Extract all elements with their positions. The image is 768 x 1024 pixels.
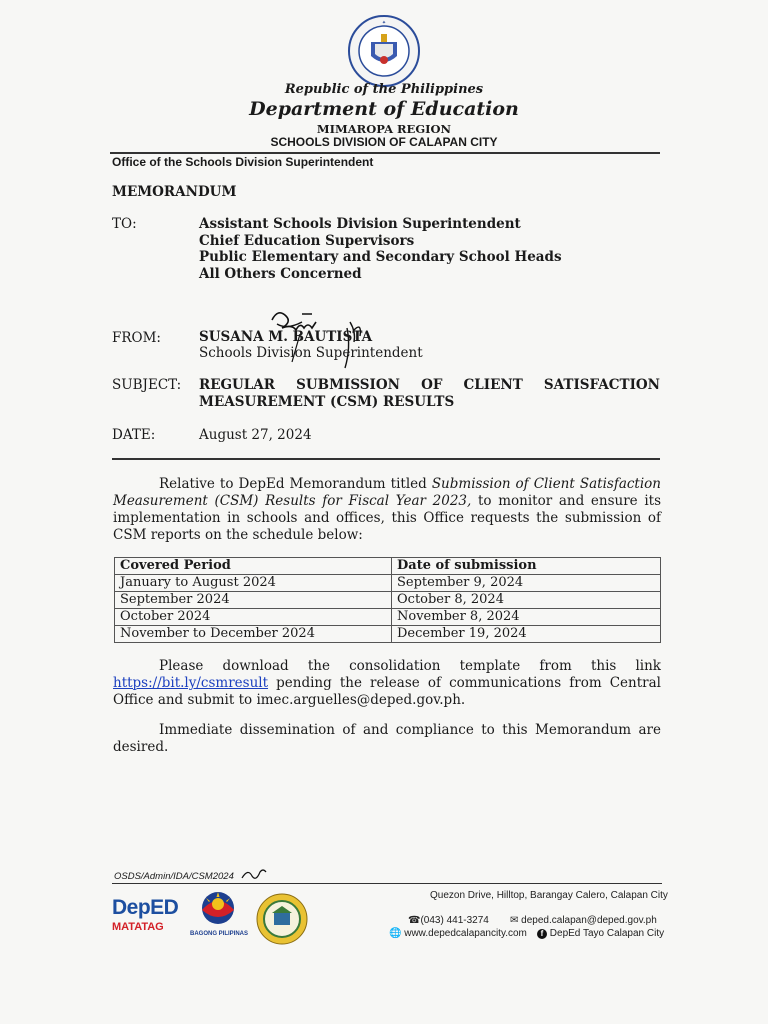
recipient: Chief Education Supervisors <box>199 232 415 249</box>
website-url: www.depedcalapancity.com <box>404 928 527 939</box>
deped-logo-text: DepED <box>112 896 179 919</box>
paragraph-2 <box>113 658 661 709</box>
bagong-pilipinas-logo <box>190 888 246 932</box>
phone-icon: ☎ <box>408 915 421 926</box>
paragraph-3 <box>113 722 661 756</box>
email-icon: ✉ <box>510 915 519 926</box>
table-cell: September 9, 2024 <box>392 575 661 592</box>
p2-text-b: pending the release of communications from Central Office and submit to imec.arguelles@deped.gov.ph. <box>113 675 661 708</box>
header-divider <box>110 152 660 154</box>
division-heading: SCHOOLS DIVISION OF CALAPAN CITY <box>270 135 498 149</box>
republic-heading: Republic of the Philippines <box>284 82 484 97</box>
footer-address: Quezon Drive, Hilltop, Barangay Calero, Calapan City <box>430 890 668 901</box>
paragraph-1 <box>113 476 661 544</box>
to-label: TO: <box>112 216 137 232</box>
table-cell: December 19, 2024 <box>392 626 661 643</box>
table-header: Covered Period <box>115 558 392 575</box>
reference-code: OSDS/Admin/IDA/CSM2024 <box>114 871 234 882</box>
facebook-icon: f <box>537 929 547 939</box>
p1-text-a: Relative to DepEd Memorandum titled <box>159 476 432 492</box>
table-cell: November to December 2024 <box>115 626 392 643</box>
recipient: Assistant Schools Division Superintendent <box>199 216 521 232</box>
division-seal-logo <box>256 893 308 945</box>
schedule-table <box>114 557 661 643</box>
subject-label: SUBJECT: <box>112 377 182 393</box>
email-address: deped.calapan@deped.gov.ph <box>521 915 657 926</box>
p1-text-b: to monitor and ensure its implementation in schools and offices, this Office requests the submission of CSM reports on the schedule below: <box>113 493 661 543</box>
date-label: DATE: <box>112 427 156 443</box>
facebook-page: DepEd Tayo Calapan City <box>549 928 665 939</box>
footer-facebook <box>537 928 664 939</box>
region-heading: MIMAROPA REGION <box>316 122 452 136</box>
p2-text-a: Please download the consolidation template from this link <box>159 658 661 674</box>
recipient: All Others Concerned <box>199 265 362 282</box>
memo-date: August 27, 2024 <box>199 427 312 443</box>
template-link[interactable]: https://bit.ly/csmresult <box>113 675 269 691</box>
svg-text:✦: ✦ <box>381 20 387 26</box>
table-row <box>115 609 661 626</box>
table-cell: January to August 2024 <box>115 575 392 592</box>
globe-icon: 🌐 <box>389 928 402 939</box>
table-cell: November 8, 2024 <box>392 609 661 626</box>
table-cell: October 8, 2024 <box>392 592 661 609</box>
recipient: Public Elementary and Secondary School Heads <box>199 249 562 265</box>
initial-mark <box>240 866 274 882</box>
department-heading: Department of Education <box>249 98 519 120</box>
table-row <box>115 575 661 592</box>
bagong-pilipinas-text: BAGONG PILIPINAS <box>189 931 248 937</box>
footer-website <box>389 928 527 939</box>
subject-line-2: MEASUREMENT (CSM) RESULTS <box>199 394 455 410</box>
subject-line-1: REGULAR SUBMISSION OF CLIENT SATISFACTION <box>199 377 660 393</box>
table-cell: October 2024 <box>115 609 392 626</box>
matatag-logo-text: MATATAG <box>112 921 164 933</box>
table-cell: September 2024 <box>115 592 392 609</box>
table-row <box>115 626 661 643</box>
from-title: Schools Division Superintendent <box>199 345 423 361</box>
deped-seal-logo <box>347 14 421 88</box>
footer-divider <box>112 883 662 884</box>
memo-reference-title: Submission of Client Satisfaction Measurement (CSM) Results for Fiscal Year 2023, <box>113 476 661 509</box>
deped-matatag-logo <box>112 896 184 934</box>
footer-phone <box>408 915 489 926</box>
table-header-row <box>115 558 661 575</box>
table-header: Date of submission <box>392 558 661 575</box>
memo-title: MEMORANDUM <box>112 184 237 200</box>
phone-number: (043) 441-3274 <box>420 915 489 926</box>
from-label: FROM: <box>112 330 161 346</box>
memo-divider <box>112 458 660 460</box>
p3-text: Immediate dissemination of and compliance to this Memorandum are desired. <box>113 722 661 755</box>
footer-email <box>510 915 657 926</box>
office-heading: Office of the Schools Division Superintendent <box>112 155 374 169</box>
to-recipients <box>199 216 562 282</box>
from-name: SUSANA M. BAUTISTA <box>199 329 373 345</box>
table-row <box>115 592 661 609</box>
